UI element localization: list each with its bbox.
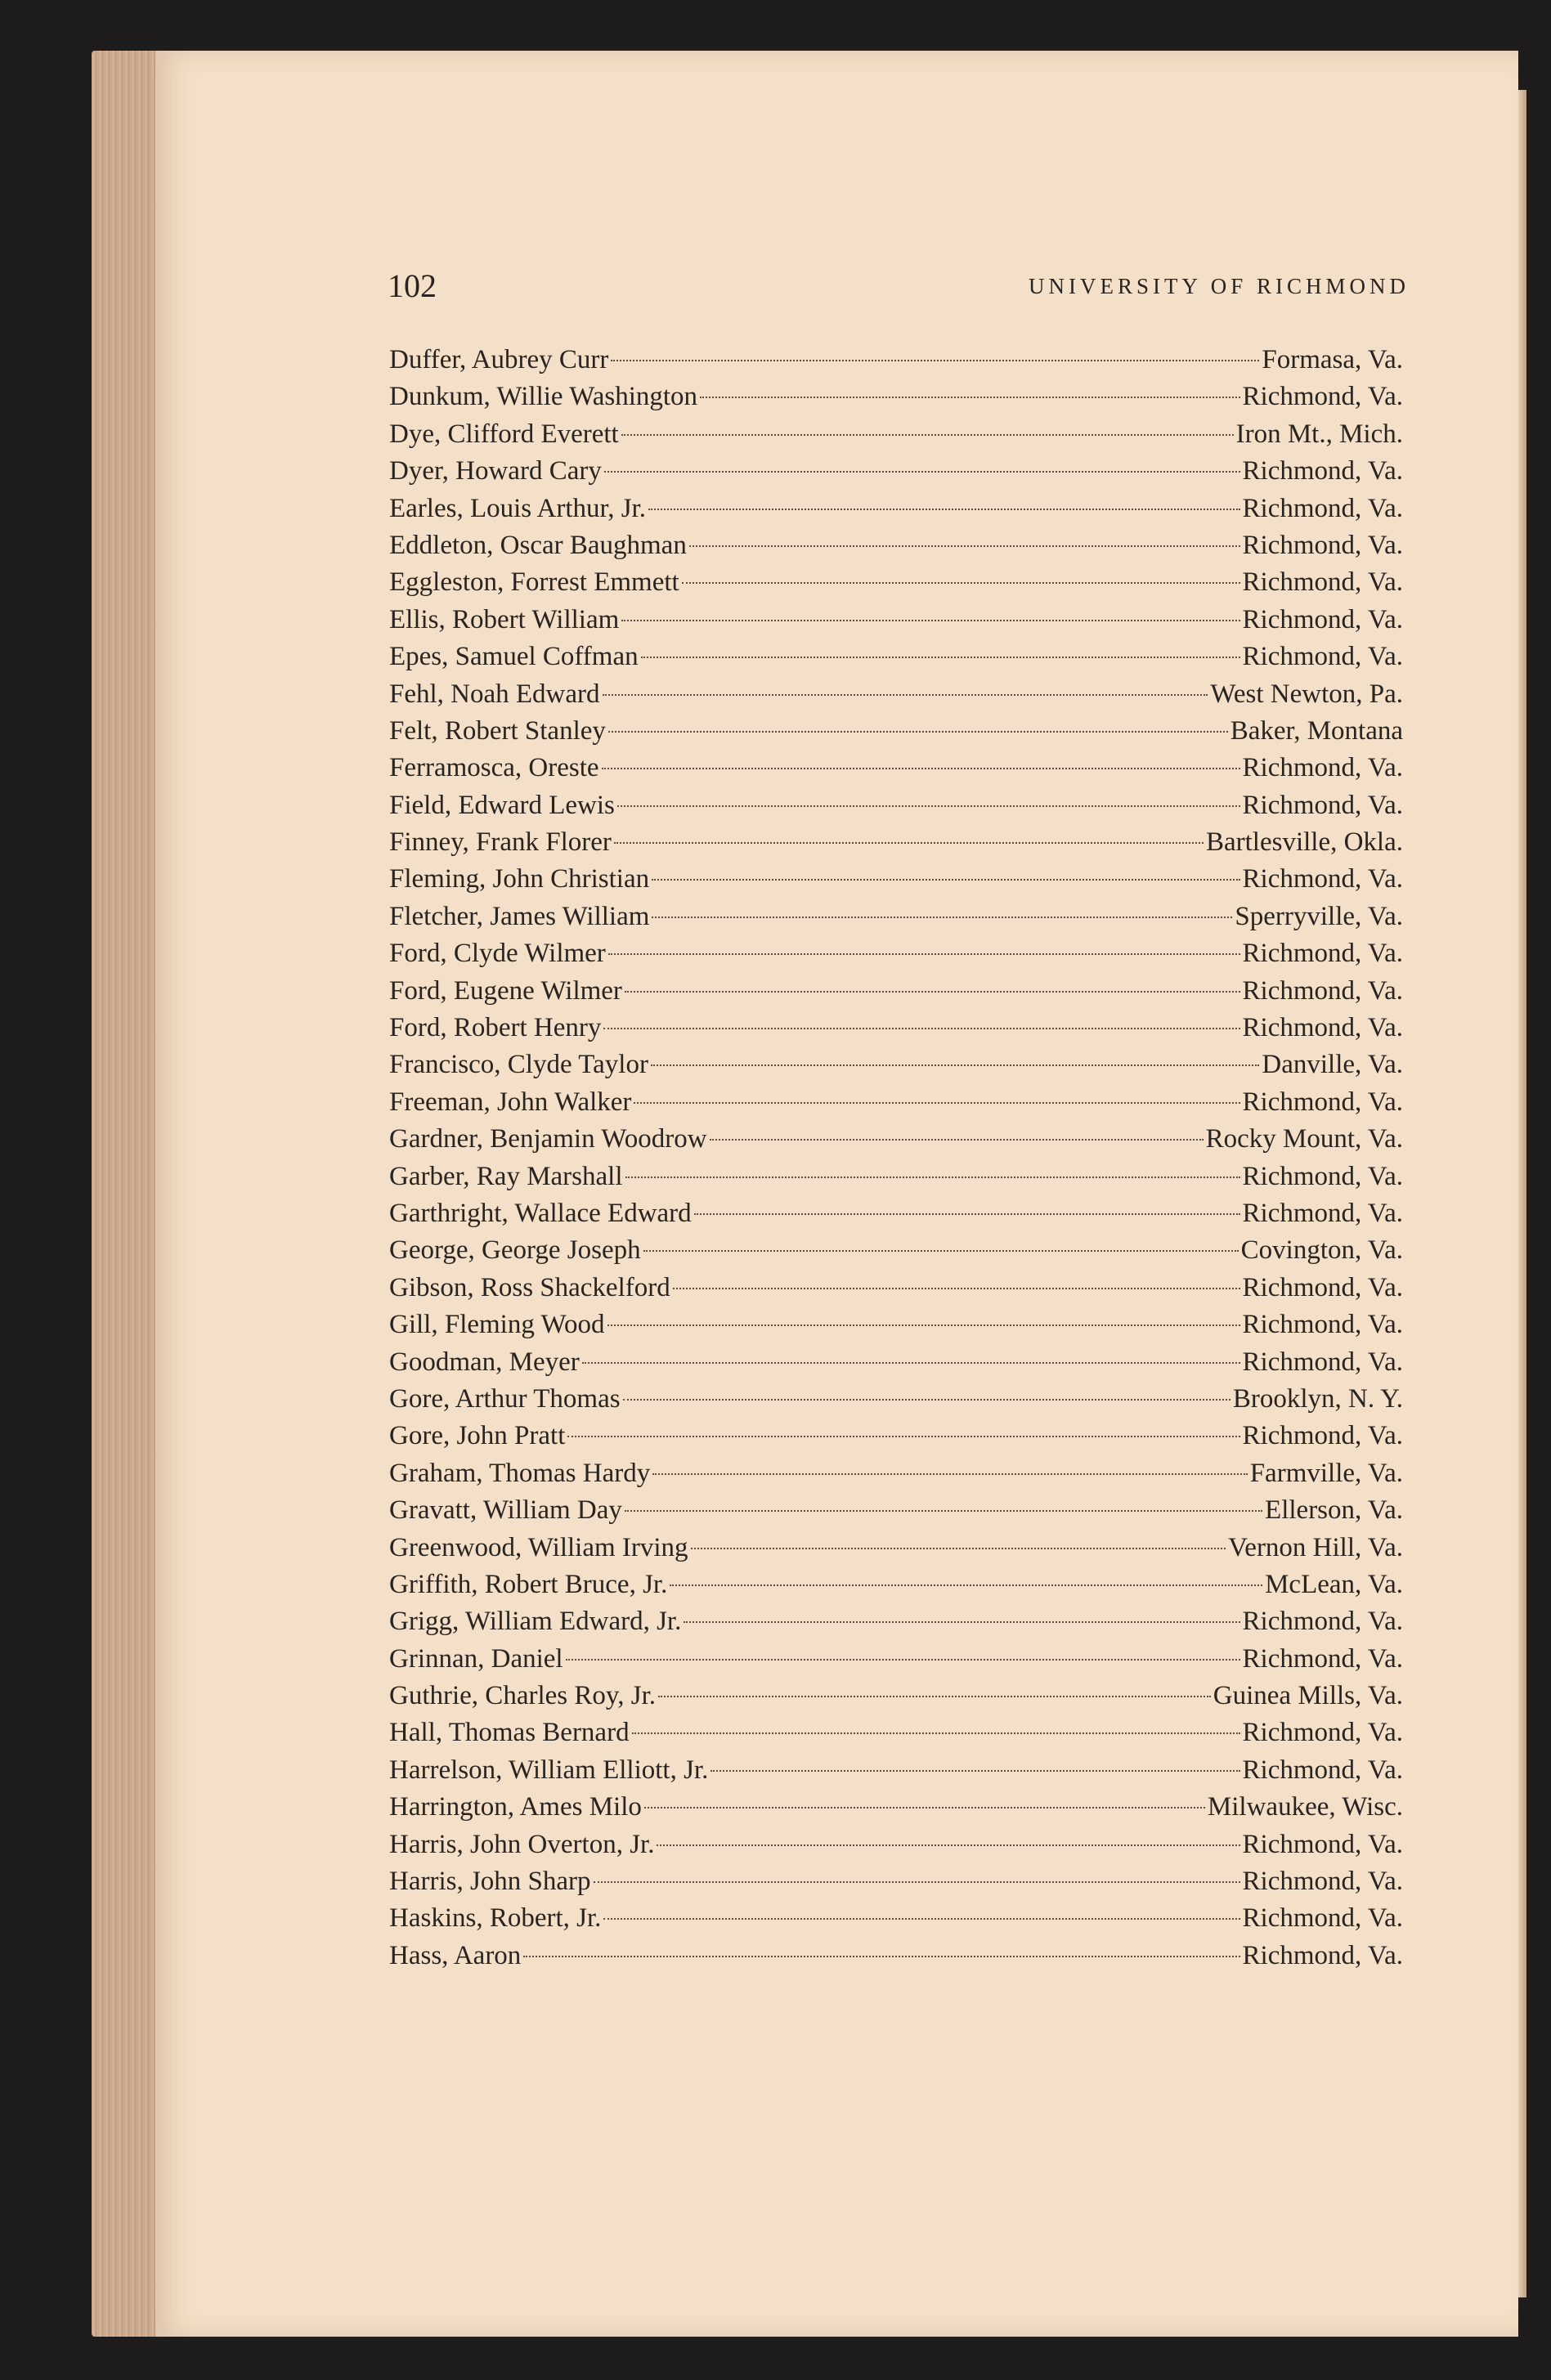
hometown: Guinea Mills, Va. — [1213, 1681, 1403, 1711]
student-name: Eddleton, Oscar Baughman — [389, 530, 687, 560]
dot-leader — [566, 1659, 1240, 1661]
dot-leader — [608, 953, 1240, 955]
dot-leader — [614, 842, 1204, 844]
hometown: Ellerson, Va. — [1265, 1495, 1403, 1526]
dot-leader — [594, 1881, 1240, 1883]
roster-entry — [389, 1455, 1403, 1492]
hometown: Richmond, Va. — [1242, 864, 1403, 894]
roster-entry — [389, 1530, 1403, 1566]
hometown: Vernon Hill, Va. — [1228, 1532, 1403, 1562]
hometown: Richmond, Va. — [1242, 493, 1403, 523]
hometown: Richmond, Va. — [1242, 1643, 1403, 1674]
roster-entry — [389, 935, 1403, 972]
dot-leader — [634, 1102, 1239, 1104]
hometown: Rocky Mount, Va. — [1205, 1124, 1403, 1154]
roster-entry — [389, 1010, 1403, 1047]
student-name: Francisco, Clyde Taylor — [389, 1050, 648, 1080]
student-name: Freeman, John Walker — [389, 1087, 632, 1117]
dot-leader — [608, 731, 1228, 733]
dot-leader — [641, 657, 1240, 658]
roster-entry — [389, 676, 1403, 713]
dot-leader — [652, 1473, 1247, 1475]
student-name: Field, Edward Lewis — [389, 790, 615, 820]
hometown: Richmond, Va. — [1242, 790, 1403, 820]
hometown: Richmond, Va. — [1242, 456, 1403, 486]
hometown: Richmond, Va. — [1242, 382, 1403, 412]
roster-entry — [389, 1678, 1403, 1714]
hometown: Richmond, Va. — [1242, 1718, 1403, 1748]
roster-entry — [389, 342, 1403, 379]
dot-leader — [603, 1028, 1239, 1029]
student-name: Grigg, William Edward, Jr. — [389, 1607, 682, 1637]
student-name: Harrelson, William Elliott, Jr. — [389, 1755, 709, 1785]
roster-entry — [389, 564, 1403, 601]
running-title: UNIVERSITY OF RICHMOND — [1028, 274, 1410, 298]
student-name: Eggleston, Forrest Emmett — [389, 567, 679, 598]
student-name: Gore, Arthur Thomas — [389, 1383, 621, 1414]
dot-leader — [694, 1213, 1240, 1215]
hometown: Richmond, Va. — [1242, 939, 1403, 969]
hometown: Richmond, Va. — [1242, 1161, 1403, 1191]
hometown: Richmond, Va. — [1242, 1198, 1403, 1228]
roster-entry — [389, 639, 1403, 675]
student-name: Earles, Louis Arthur, Jr. — [389, 493, 646, 523]
page-number: 102 — [388, 267, 437, 304]
hometown: Richmond, Va. — [1242, 975, 1403, 1006]
dot-leader — [621, 434, 1234, 436]
roster-entry — [389, 1195, 1403, 1232]
student-name: Gill, Fleming Wood — [389, 1310, 605, 1340]
student-name: Graham, Thomas Hardy — [389, 1458, 651, 1488]
dot-leader — [648, 509, 1240, 510]
student-name: Greenwood, William Irving — [389, 1532, 688, 1562]
dot-leader — [621, 620, 1239, 621]
roster-entry — [389, 1121, 1403, 1158]
dot-leader — [652, 879, 1239, 881]
dot-leader — [670, 1584, 1262, 1586]
dot-leader — [651, 1065, 1259, 1066]
dot-leader — [689, 545, 1240, 547]
dot-leader — [582, 1362, 1240, 1364]
roster-entry — [389, 1863, 1403, 1900]
dot-leader — [684, 1621, 1239, 1623]
roster-entry — [389, 453, 1403, 490]
roster-entry — [389, 1752, 1403, 1789]
dot-leader — [711, 1770, 1239, 1772]
hometown: Sperryville, Va. — [1235, 901, 1403, 931]
student-name: George, George Joseph — [389, 1235, 641, 1266]
hometown: Baker, Montana — [1230, 715, 1403, 746]
dot-leader — [658, 1696, 1211, 1697]
roster-entry — [389, 1789, 1403, 1826]
dot-leader — [652, 917, 1232, 918]
hometown: Richmond, Va. — [1242, 1087, 1403, 1117]
student-name: Fletcher, James William — [389, 901, 650, 931]
running-head — [388, 263, 1410, 309]
student-name: Grinnan, Daniel — [389, 1643, 563, 1674]
dot-leader — [625, 991, 1240, 993]
roster-entry — [389, 1307, 1403, 1343]
hometown: West Newton, Pa. — [1210, 679, 1403, 709]
dot-leader — [603, 1918, 1239, 1920]
dot-leader — [625, 1177, 1240, 1178]
hometown: Bartlesville, Okla. — [1205, 827, 1403, 858]
student-name: Guthrie, Charles Roy, Jr. — [389, 1681, 656, 1711]
roster-entry — [389, 1938, 1403, 1974]
roster-entry — [389, 1826, 1403, 1863]
hometown: Danville, Va. — [1262, 1050, 1403, 1080]
hometown: McLean, Va. — [1265, 1569, 1403, 1599]
student-name: Gore, John Pratt — [389, 1421, 566, 1451]
hometown: Richmond, Va. — [1242, 1421, 1403, 1451]
hometown: Richmond, Va. — [1242, 1272, 1403, 1302]
student-name: Ellis, Robert William — [389, 604, 620, 634]
dot-leader — [617, 805, 1240, 807]
student-name: Hass, Aaron — [389, 1940, 522, 1970]
roster-entry — [389, 1047, 1403, 1083]
roster-entry — [389, 1603, 1403, 1640]
hometown: Iron Mt., Mich. — [1235, 419, 1403, 449]
hometown: Richmond, Va. — [1242, 567, 1403, 598]
hometown: Richmond, Va. — [1242, 1867, 1403, 1897]
roster-entry — [389, 1270, 1403, 1307]
roster-entry — [389, 1084, 1403, 1121]
dot-leader — [567, 1436, 1239, 1437]
student-name: Gardner, Benjamin Woodrow — [389, 1124, 707, 1154]
hometown: Brooklyn, N. Y. — [1232, 1383, 1403, 1414]
dot-leader — [710, 1139, 1204, 1141]
dot-leader — [623, 1399, 1230, 1401]
roster-entry — [389, 1641, 1403, 1678]
roster-entry — [389, 602, 1403, 639]
student-name: Gravatt, William Day — [389, 1495, 622, 1526]
student-name: Harrington, Ames Milo — [389, 1792, 642, 1822]
hometown: Milwaukee, Wisc. — [1207, 1792, 1403, 1822]
dot-leader — [643, 1250, 1239, 1252]
dot-leader — [682, 582, 1240, 584]
hometown: Richmond, Va. — [1242, 1013, 1403, 1043]
roster-entry — [389, 527, 1403, 564]
page-right-edge — [1518, 90, 1526, 2297]
student-name: Griffith, Robert Bruce, Jr. — [389, 1569, 668, 1599]
student-name: Garthright, Wallace Edward — [389, 1198, 692, 1228]
student-name: Garber, Ray Marshall — [389, 1161, 623, 1191]
dot-leader — [611, 360, 1259, 361]
hometown: Richmond, Va. — [1242, 642, 1403, 672]
student-name: Ford, Clyde Wilmer — [389, 939, 606, 969]
student-name: Harris, John Overton, Jr. — [389, 1829, 655, 1859]
hometown: Richmond, Va. — [1242, 1607, 1403, 1637]
student-name: Fleming, John Christian — [389, 864, 650, 894]
dot-leader — [625, 1510, 1262, 1512]
dot-leader — [604, 471, 1240, 473]
roster-entry — [389, 973, 1403, 1010]
student-name: Ford, Eugene Wilmer — [389, 975, 622, 1006]
hometown: Richmond, Va. — [1242, 1347, 1403, 1377]
roster-entry — [389, 1418, 1403, 1454]
dot-leader — [673, 1288, 1240, 1289]
student-name: Goodman, Meyer — [389, 1347, 580, 1377]
roster-entry — [389, 1159, 1403, 1195]
student-name: Ferramosca, Oreste — [389, 753, 599, 783]
roster-entry — [389, 1566, 1403, 1603]
dot-leader — [602, 768, 1240, 769]
hometown: Richmond, Va. — [1242, 1310, 1403, 1340]
dot-leader — [607, 1324, 1240, 1326]
student-name: Ford, Robert Henry — [389, 1013, 602, 1043]
roster-entry — [389, 1900, 1403, 1937]
dot-leader — [603, 694, 1208, 696]
student-name: Finney, Frank Florer — [389, 827, 612, 858]
roster-entry — [389, 824, 1403, 861]
roster-entry — [389, 750, 1403, 787]
student-name: Duffer, Aubrey Curr — [389, 345, 609, 374]
roster-entry — [389, 787, 1403, 824]
student-name: Haskins, Robert, Jr. — [389, 1903, 602, 1934]
roster-entry — [389, 713, 1403, 750]
hometown: Richmond, Va. — [1242, 604, 1403, 634]
student-name: Gibson, Ross Shackelford — [389, 1272, 670, 1302]
hometown: Covington, Va. — [1240, 1235, 1403, 1266]
roster-entry — [389, 416, 1403, 453]
student-name: Epes, Samuel Coffman — [389, 642, 639, 672]
student-name: Fehl, Noah Edward — [389, 679, 600, 709]
hometown: Farmville, Va. — [1249, 1458, 1403, 1488]
dot-leader — [644, 1807, 1205, 1809]
roster-entry — [389, 1232, 1403, 1269]
hometown: Richmond, Va. — [1242, 530, 1403, 560]
student-name: Dye, Clifford Everett — [389, 419, 619, 449]
roster-entry — [389, 861, 1403, 898]
student-name: Hall, Thomas Bernard — [389, 1718, 630, 1748]
roster-entry — [389, 899, 1403, 935]
roster-entry — [389, 1381, 1403, 1418]
dot-leader — [691, 1548, 1226, 1549]
hometown: Richmond, Va. — [1242, 753, 1403, 783]
hometown: Richmond, Va. — [1242, 1829, 1403, 1859]
student-name: Felt, Robert Stanley — [389, 715, 606, 746]
hometown: Richmond, Va. — [1242, 1903, 1403, 1934]
student-name: Dunkum, Willie Washington — [389, 382, 698, 412]
hometown: Richmond, Va. — [1242, 1940, 1403, 1970]
roster-entry — [389, 379, 1403, 415]
student-roster — [389, 342, 1403, 1974]
dot-leader — [657, 1844, 1239, 1846]
dot-leader — [523, 1956, 1239, 1957]
roster-entry — [389, 1344, 1403, 1381]
roster-entry — [389, 491, 1403, 527]
student-name: Dyer, Howard Cary — [389, 456, 602, 486]
hometown: Richmond, Va. — [1242, 1755, 1403, 1785]
hometown: Formasa, Va. — [1262, 345, 1403, 374]
roster-entry — [389, 1714, 1403, 1751]
student-name: Harris, John Sharp — [389, 1867, 591, 1897]
dot-leader — [632, 1732, 1240, 1734]
roster-entry — [389, 1492, 1403, 1529]
dot-leader — [700, 397, 1239, 398]
